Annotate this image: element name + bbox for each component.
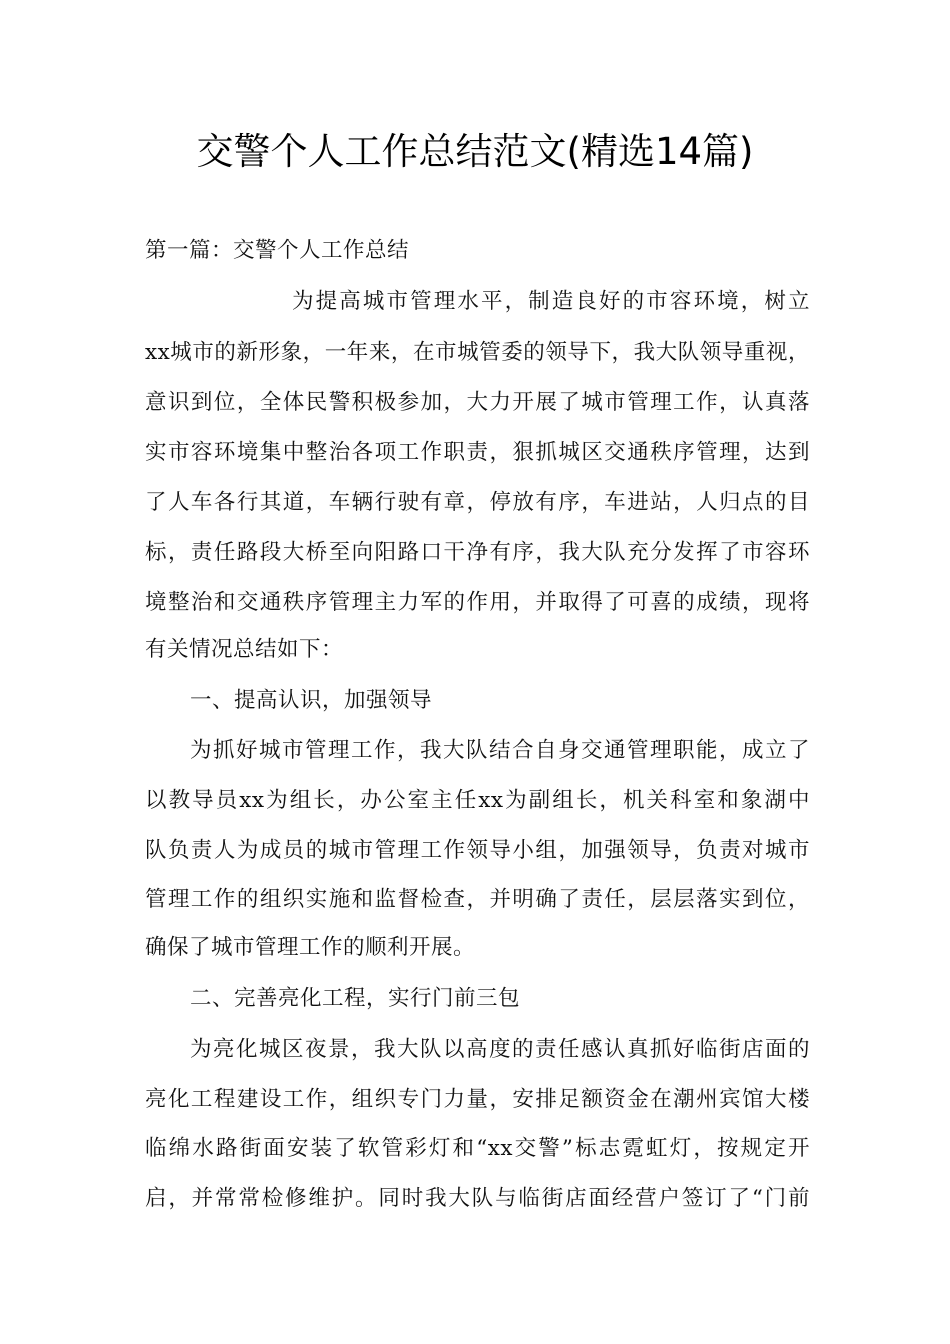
paragraph-line: xx城市的新形象，一年来，在市城管委的领导下，我大队领导重视， xyxy=(145,340,810,365)
paragraph-line: 意识到位，全体民警积极参加，大力开展了城市管理工作，认真落 xyxy=(145,390,810,415)
paragraph-line: 实市容环境集中整治各项工作职责，狠抓城区交通秩序管理，达到 xyxy=(145,440,810,465)
paragraph-line: 有关情况总结如下： xyxy=(145,637,344,662)
document-title: 交警个人工作总结范文(精选14篇) xyxy=(196,130,754,173)
paragraph-line: 标，责任路段大桥至向阳路口干净有序，我大队充分发挥了市容环 xyxy=(145,540,810,565)
paragraph-line: 了人车各行其道，车辆行驶有章，停放有序，车进站，人归点的目 xyxy=(145,490,810,515)
paragraph-line: 境整治和交通秩序管理主力军的作用，并取得了可喜的成绩，现将 xyxy=(145,590,810,615)
paragraph-line: 以教导员xx为组长，办公室主任xx为副组长，机关科室和象湖中 xyxy=(145,788,810,813)
paragraph-line: 确保了城市管理工作的顺利开展。 xyxy=(145,935,476,960)
paragraph-line: 为亮化城区夜景，我大队以高度的责任感认真抓好临街店面的 xyxy=(190,1037,810,1062)
paragraph-line: 亮化工程建设工作，组织专门力量，安排足额资金在潮州宾馆大楼 xyxy=(145,1087,810,1112)
section-heading: 二、完善亮化工程，实行门前三包 xyxy=(190,986,521,1011)
paragraph-line: 队负责人为成员的城市管理工作领导小组，加强领导，负责对城市 xyxy=(145,838,810,863)
section-label: 第一篇：交警个人工作总结 xyxy=(145,238,410,263)
paragraph-line: 为抓好城市管理工作，我大队结合自身交通管理职能，成立了 xyxy=(190,738,810,763)
section-heading: 一、提高认识，加强领导 xyxy=(190,688,433,713)
paragraph-line: 启，并常常检修维护。同时我大队与临街店面经营户签订了“门前 xyxy=(145,1186,810,1211)
paragraph-line: 管理工作的组织实施和监督检查，并明确了责任，层层落实到位， xyxy=(145,887,810,912)
paragraph-line: 临绵水路街面安装了软管彩灯和“xx交警”标志霓虹灯，按规定开 xyxy=(145,1136,810,1161)
paragraph-line: 为提高城市管理水平，制造良好的市容环境，树立 xyxy=(292,289,810,314)
